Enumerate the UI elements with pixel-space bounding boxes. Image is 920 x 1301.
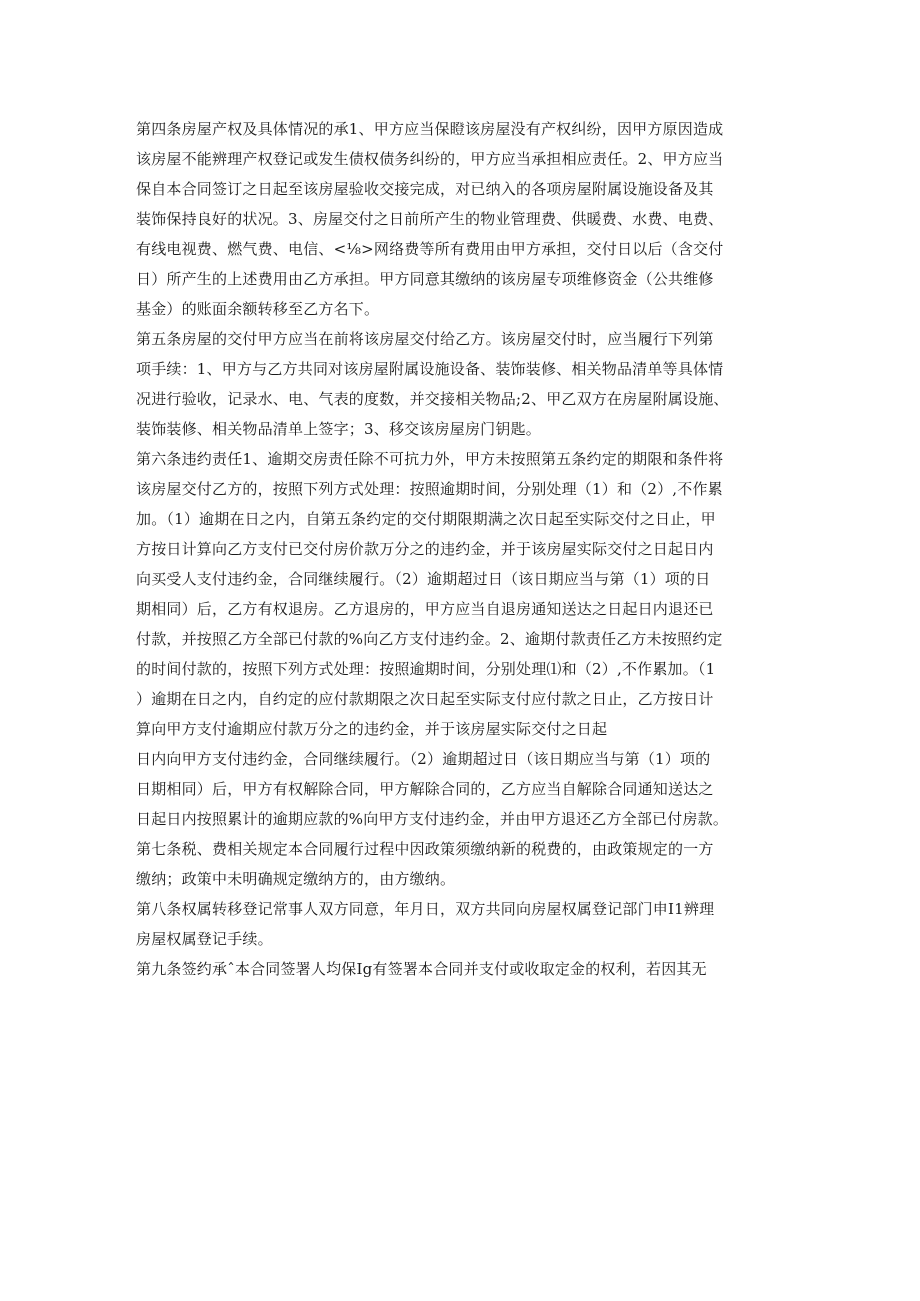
text-line: 日）所产生的上述费用由乙方承担。甲方同意其缴纳的该房屋专项维修资金（公共维修 <box>136 270 714 288</box>
text-line: 项手续：1、甲方与乙方共同对该房屋附属设施设备、装饰装修、相关物品清单等具体情 <box>136 360 724 378</box>
text-line: 第四条房屋产权及具体情况的承1、甲方应当保瞪该房屋没有产权纠纷，因甲方原因造成 <box>136 120 724 138</box>
text-line: 日期相同）后，甲方有权解除合同，甲方解除合同的，乙方应当自解除合同通知送达之 <box>136 780 714 798</box>
text-line: 该房屋不能辨理产权登记或发生债权债务纠纷的，甲方应当承担相应责任。2、甲方应当 <box>136 150 724 168</box>
text-line: 付款，并按照乙方全部已付款的%向乙方支付违约金。2、逾期付款责任乙方未按照约定 <box>136 630 723 648</box>
text-line: 第七条税、费相关规定本合同履行过程中因政策须缴纳新的税费的，由政策规定的一方 <box>136 840 714 858</box>
text-line: 有线电视费、燃气费、电信、<⅛>网络费等所有费用由甲方承担，交付日以后（含交付 <box>136 240 724 258</box>
text-line: 算向甲方支付逾期应付款万分之的违约金，并于该房屋实际交付之日起 <box>136 720 608 738</box>
text-line: ）逾期在日之内，自约定的应付款期限之次日起至实际支付应付款之日止，乙方按日计 <box>136 690 714 708</box>
text-line: 的时间付款的，按照下列方式处理：按照逾期时间，分别处理⑴和（2）,不作累加。（1 <box>136 660 716 678</box>
text-line: 基金）的账面余额转移至乙方名下。 <box>136 300 380 318</box>
text-line: 第八条权属转移登记常事人双方同意，年月日，双方共同向房屋权属登记部门申I1辨理 <box>136 900 715 918</box>
text-line: 第九条签约承ˆ本合同签署人均保Ig有签署本合同并支付或收取定金的权利，若因其无 <box>136 960 707 978</box>
text-line: 向买受人支付违约金，合同继续履行。（2）逾期超过日（该日期应当与第（1）项的日 <box>136 570 711 588</box>
text-line: 保自本合同签订之日起至该房屋验收交接完成，对已纳入的各项房屋附属设施设备及其 <box>136 180 714 198</box>
text-line: 日起日内按照累计的逾期应款的%向甲方支付违约金，并由甲方退还乙方全部已付房款。 <box>136 810 729 828</box>
text-line: 装饰装修、相关物品清单上签字；3、移交该房屋房门钥匙。 <box>136 420 541 438</box>
text-line: 加。（1）逾期在日之内，自第五条约定的交付期限期满之次日起至实际交付之日止，甲 <box>136 510 716 528</box>
document-body <box>136 114 788 984</box>
text-line: 该房屋交付乙方的，按照下列方式处理：按照逾期时间，分别处理（1）和（2）,不作累 <box>136 480 723 498</box>
text-line: 期相同）后，乙方有权退房。乙方退房的，甲方应当自退房通知送达之日起日内退还已 <box>136 600 714 618</box>
text-line: 装饰保持良好的状况。3、房屋交付之日前所产生的物业管理费、供暖费、水费、电费、 <box>136 210 724 228</box>
text-line: 房屋权属登记手续。 <box>136 930 273 948</box>
text-line: 方按日计算向乙方支付已交付房价款万分之的违约金，并于该房屋实际交付之日起日内 <box>136 540 714 558</box>
text-line: 日内向甲方支付违约金，合同继续履行。（2）逾期超过日（该日期应当与第（1）项的 <box>136 750 711 768</box>
text-line: 缴纳；政策中未明确规定缴纳方的，由方缴纳。 <box>136 870 456 888</box>
text-line: 况进行验收，记录水、电、气表的度数，并交接相关物品;2、甲乙双方在房屋附属设施、 <box>136 390 729 408</box>
text-line: 第六条违约责任1、逾期交房责任除不可抗力外，甲方未按照第五条约定的期限和条件将 <box>136 450 724 468</box>
text-line: 第五条房屋的交付甲方应当在前将该房屋交付给乙方。该房屋交付时，应当履行下列第 <box>136 330 714 348</box>
